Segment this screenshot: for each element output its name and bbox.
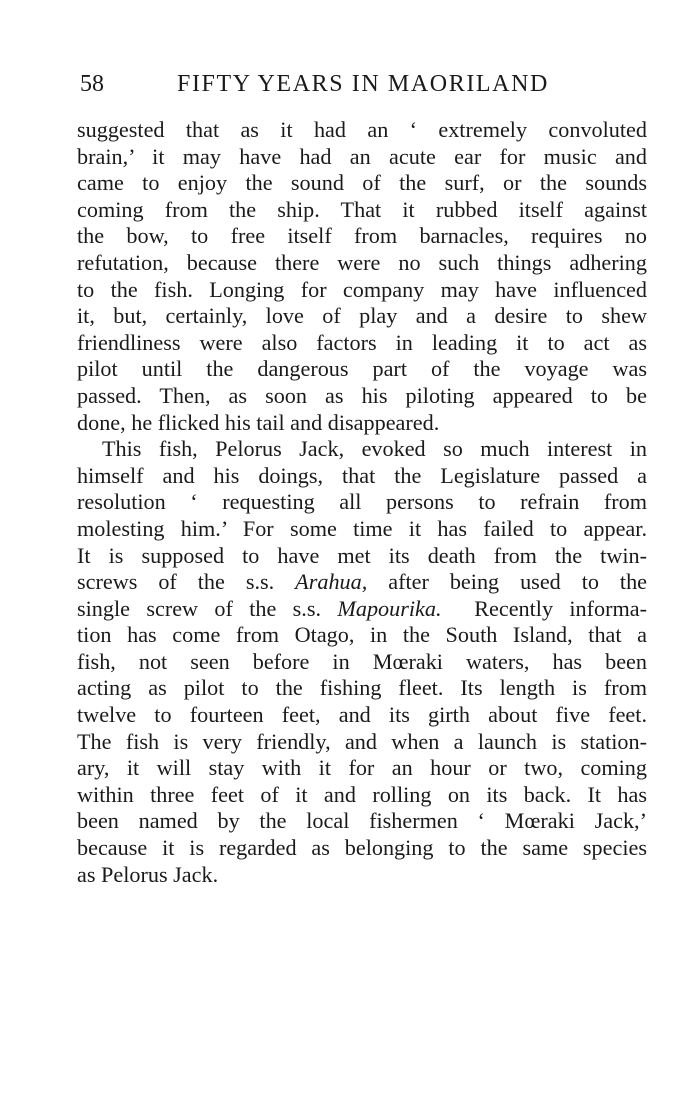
- text-line: coming from the ship. That it rubbed itself against: [77, 196, 647, 222]
- text-line: pilot until the dangerous part of the voyage was: [77, 356, 647, 382]
- text-line: the bow, to free itself from barnacles, requires no: [77, 223, 647, 249]
- text-line: been named by the local fishermen ‘ Mœraki Jack,’: [77, 808, 647, 834]
- text-line: It is supposed to have met its death from the twin-: [77, 542, 647, 568]
- ship-name-arahua: Arahua,: [295, 569, 368, 595]
- text-line: refutation, because there were no such things adhering: [77, 249, 647, 275]
- ship-name-mapourika: Mapourika.: [337, 595, 442, 621]
- text-line: passed. Then, as soon as his piloting appeared to be: [77, 382, 647, 408]
- text-segment: after being used to the: [388, 569, 648, 595]
- text-line: ary, it will stay with it for an hour or two, coming: [77, 755, 647, 781]
- text-line: because it is regarded as belonging to the same species: [77, 835, 647, 861]
- text-line: came to enjoy the sound of the surf, or the sounds: [77, 170, 647, 196]
- body-text: [77, 117, 647, 888]
- text-line: himself and his doings, that the Legislature passed a: [77, 462, 647, 488]
- paragraph-first-line: This fish, Pelorus Jack, evoked so much interest in: [102, 436, 647, 462]
- page-number: 58: [80, 71, 104, 97]
- text-line: it, but, certainly, love of play and a desire to shew: [77, 303, 647, 329]
- text-line: resolution ‘ requesting all persons to refrain from: [77, 489, 647, 515]
- paragraph-end-line: done, he flicked his tail and disappeared.: [77, 409, 440, 435]
- text-segment: single screw of the s.s.: [77, 595, 322, 621]
- text-line: friendliness were also factors in leading it to act as: [77, 329, 647, 355]
- text-line: suggested that as it had an ‘ extremely convoluted: [77, 117, 647, 142]
- text-line: brain,’ it may have had an acute ear for music and: [77, 143, 647, 169]
- running-head: [80, 69, 646, 99]
- text-line: to the fish. Longing for company may have influenced: [77, 276, 647, 302]
- text-line: fish, not seen before in Mœraki waters, has been: [77, 648, 647, 674]
- text-segment: screws of the s.s.: [77, 569, 275, 595]
- text-line-with-ship-name: [77, 569, 647, 596]
- text-line: The fish is very friendly, and when a launch is station-: [77, 728, 647, 754]
- text-line: within three feet of it and rolling on its back. It has: [77, 781, 647, 807]
- text-line: acting as pilot to the fishing fleet. Its length is from: [77, 675, 647, 701]
- paragraph-end-line: as Pelorus Jack.: [77, 861, 219, 887]
- text-line-with-ship-name: [77, 596, 647, 623]
- running-title: FIFTY YEARS IN MAORILAND: [177, 71, 549, 97]
- text-segment: Recently informa-: [474, 595, 648, 621]
- text-line: molesting him.’ For some time it has failed to appear.: [77, 515, 647, 541]
- text-line: twelve to fourteen feet, and its girth about five feet.: [77, 702, 647, 728]
- text-line: tion has come from Otago, in the South Island, that a: [77, 622, 647, 648]
